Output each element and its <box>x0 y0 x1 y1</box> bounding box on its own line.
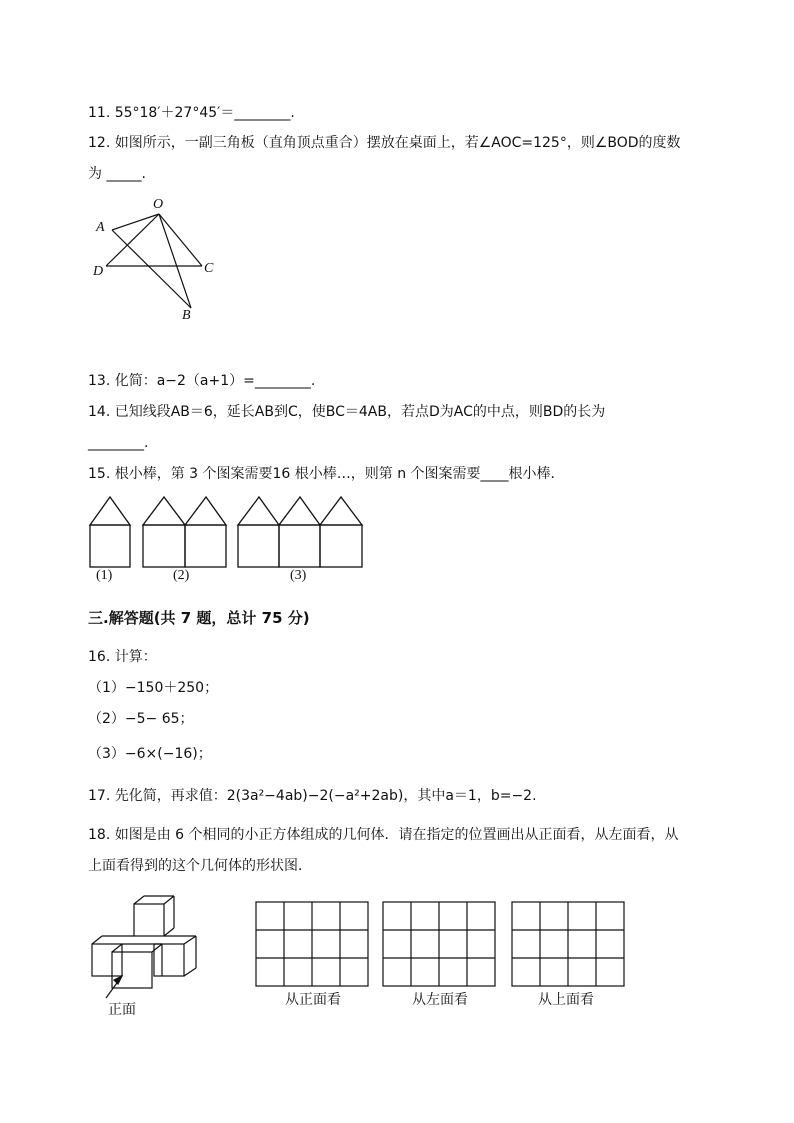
point-c-label: C <box>204 261 214 276</box>
top-view-caption: 从上面看 <box>538 992 594 1008</box>
pattern-1-caption: (1) <box>96 568 113 583</box>
question-16-item-2: （2）−5− 65； <box>88 711 194 727</box>
question-16-title: 16. 计算： <box>88 649 157 665</box>
point-o-label: O <box>153 197 164 212</box>
pattern-3-caption: (3) <box>290 568 307 583</box>
point-a-label: A <box>96 220 105 235</box>
pattern-2-caption: (2) <box>173 568 190 583</box>
point-d-label: D <box>93 264 104 279</box>
front-face-label: 正面 <box>108 1002 136 1018</box>
point-b-label: B <box>182 308 191 323</box>
question-15: 15. 根小棒，第 3 个图案需要16 根小棒…，则第 n 个图案需要____根小棒． <box>88 466 565 482</box>
section-3-heading: 三.解答题(共 7 题，总计 75 分) <box>88 609 310 627</box>
left-view-caption: 从左面看 <box>412 992 468 1008</box>
question-12-line-1: 12. 如图所示，一副三角板（直角顶点重合）摆放在桌面上，若∠AOC=125°，则∠BOD的度数 <box>88 135 681 151</box>
question-12-line-2: 为 _____. <box>88 166 146 182</box>
question-16-item-3: （3）−6×(−16)； <box>88 746 212 762</box>
question-13: 13. 化简：a−2（a+1）=________. <box>88 373 316 389</box>
question-14-line-2: ________. <box>88 435 149 451</box>
question-17: 17. 先化简，再求值：2(3a²−4ab)−2(−a²+2ab)，其中a＝1，b=−2. <box>88 788 537 804</box>
front-view-caption: 从正面看 <box>285 992 341 1008</box>
question-18-line-1: 18. 如图是由 6 个相同的小正方体组成的几何体．请在指定的位置画出从正面看，从左面看，从 <box>88 827 679 843</box>
question-11: 11. 55°18′＋27°45′＝________. <box>88 105 295 121</box>
question-16-item-1: （1）−150＋250； <box>88 680 219 696</box>
question-14-line-1: 14. 已知线段AB＝6，延长AB到C，使BC＝4AB，若点D为AC的中点，则BD的长为 <box>88 404 606 420</box>
question-18-line-2: 上面看得到的这个几何体的形状图． <box>88 858 312 874</box>
